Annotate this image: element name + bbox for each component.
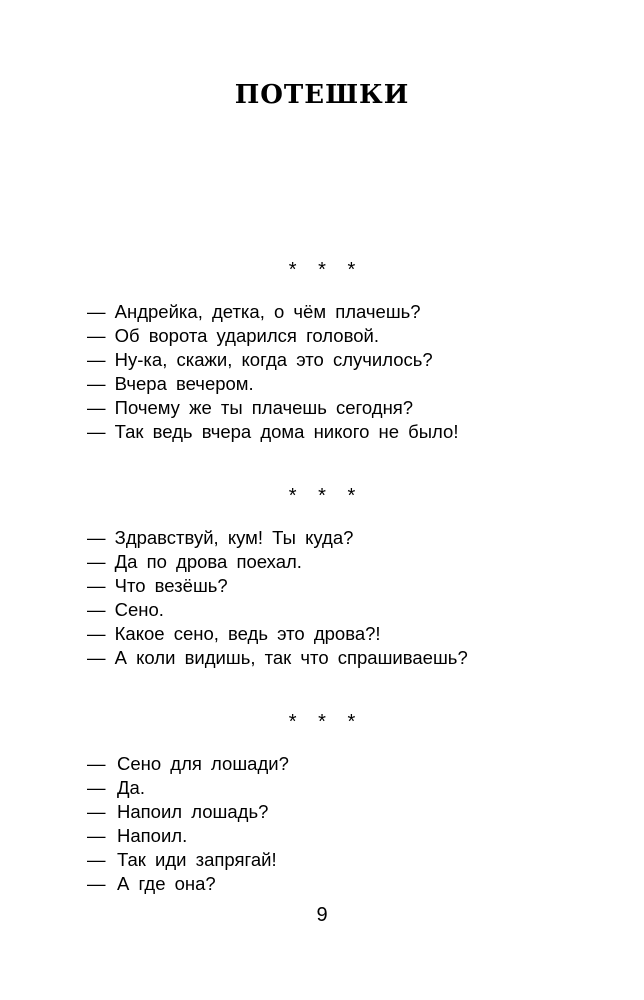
dialogue-dash: —: [87, 527, 106, 548]
line-text: Так ведь вчера дома никого не было!: [114, 421, 459, 442]
dialogue-dash: —: [87, 421, 106, 442]
poem-line: [87, 396, 644, 420]
stanza: [0, 485, 644, 670]
poem-line: [87, 526, 644, 550]
line-text: Так иди запрягай!: [117, 849, 277, 870]
line-text: Об ворота ударился головой.: [114, 325, 379, 346]
stanza: [0, 259, 644, 444]
poem-line: [87, 348, 644, 372]
poem-line: [87, 800, 644, 824]
dialogue-dash: —: [87, 825, 106, 846]
line-text: Да по дрова поехал.: [114, 551, 302, 572]
dialogue-dash: —: [87, 325, 106, 346]
line-text: А коли видишь, так что спрашиваешь?: [114, 647, 468, 668]
line-text: Что везёшь?: [114, 575, 228, 596]
poem-line: [87, 420, 644, 444]
dialogue-dash: —: [87, 849, 106, 870]
line-text: Почему же ты плачешь сегодня?: [114, 397, 414, 418]
stanza-separator: * * *: [288, 711, 364, 733]
line-text: Здравствуй, кум! Ты куда?: [114, 527, 354, 548]
poem-line: [87, 300, 644, 324]
line-text: Какое сено, ведь это дрова?!: [114, 623, 381, 644]
dialogue-dash: —: [87, 801, 106, 822]
line-text: Сено для лошади?: [117, 753, 289, 774]
dialogue-dash: —: [87, 575, 106, 596]
line-text: А где она?: [117, 873, 216, 894]
poem-line: [87, 550, 644, 574]
stanza-lines: [0, 300, 644, 444]
stanza-lines: [0, 752, 644, 896]
dialogue-dash: —: [87, 873, 106, 894]
poem-line: [87, 372, 644, 396]
poem-line: [87, 622, 644, 646]
line-text: Напоил лошадь?: [117, 801, 269, 822]
stanza: [0, 711, 644, 896]
dialogue-dash: —: [87, 551, 106, 572]
page-title: ПОТЕШКИ: [234, 80, 410, 110]
dialogue-dash: —: [87, 397, 106, 418]
line-text: Вчера вечером.: [114, 373, 254, 394]
poem-line: [87, 646, 644, 670]
poem-line: [87, 324, 644, 348]
dialogue-dash: —: [87, 753, 106, 774]
dialogue-dash: —: [87, 349, 106, 370]
line-text: Ну-ка, скажи, когда это случилось?: [114, 349, 433, 370]
poem-line: [87, 776, 644, 800]
page-number: 9: [316, 904, 328, 926]
poem-line: [87, 598, 644, 622]
poem-line: [87, 824, 644, 848]
stanza-lines: [0, 526, 644, 670]
poem-line: [87, 752, 644, 776]
dialogue-dash: —: [87, 647, 106, 668]
dialogue-dash: —: [87, 777, 106, 798]
dialogue-dash: —: [87, 301, 106, 322]
dialogue-dash: —: [87, 623, 106, 644]
line-text: Напоил.: [117, 825, 188, 846]
dialogue-dash: —: [87, 599, 106, 620]
line-text: Андрейка, детка, о чём плачешь?: [114, 301, 421, 322]
poem-line: [87, 872, 644, 896]
stanza-separator: * * *: [288, 259, 364, 281]
line-text: Да.: [117, 777, 145, 798]
line-text: Сено.: [114, 599, 164, 620]
dialogue-dash: —: [87, 373, 106, 394]
poem-line: [87, 574, 644, 598]
poem-line: [87, 848, 644, 872]
stanza-separator: * * *: [288, 485, 364, 507]
